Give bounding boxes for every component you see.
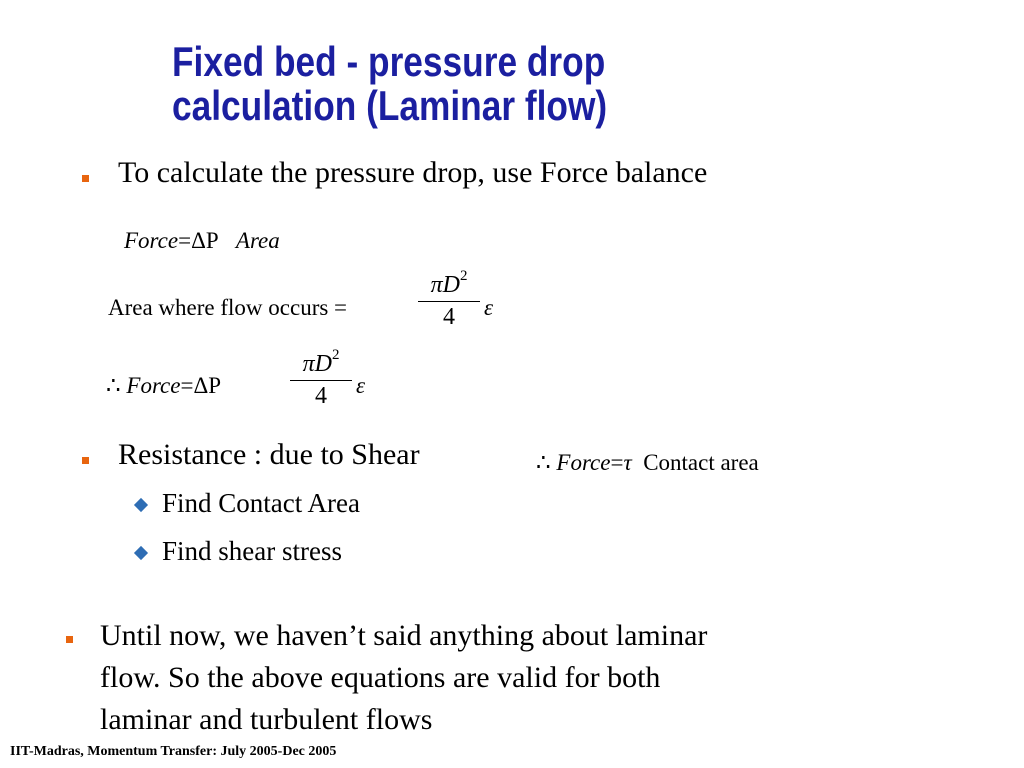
eq3-pi: π: [302, 351, 315, 377]
bullet-square-icon: [82, 457, 89, 464]
eq3-epsilon: ε: [356, 373, 366, 398]
eq2-d: D: [442, 272, 460, 298]
eq4-rhs: Contact area: [643, 450, 759, 475]
eq2-den: 4: [443, 304, 455, 330]
sub-bullet-shear-stress: Find shear stress: [162, 536, 342, 566]
bullet-square-icon: [82, 175, 89, 182]
slide-footer: IIT-Madras, Momentum Transfer: July 2005-Dec 2005: [10, 744, 337, 759]
bullet-square-icon: [66, 636, 73, 643]
eq3-den: 4: [315, 383, 327, 409]
equation-area-fraction: [418, 268, 480, 331]
equation-area-label: Area where flow occurs =: [108, 295, 348, 320]
eq4-equals: =: [610, 450, 624, 475]
diamond-bullet-icon: [134, 546, 148, 560]
eq3-therefore: ∴: [106, 373, 121, 398]
bullet-laminar-note: [100, 615, 707, 741]
eq3-fraction: [290, 347, 352, 410]
diamond-bullet-icon: [134, 498, 148, 512]
eq3-lhs: Force: [126, 373, 181, 398]
eq3-d: D: [314, 351, 332, 377]
eq4-therefore: ∴: [536, 450, 551, 475]
equation-force: [124, 228, 280, 254]
title-line-1: Fixed bed - pressure drop: [172, 38, 606, 85]
sub-bullet-contact-area: Find Contact Area: [162, 488, 360, 518]
eq2-pi: π: [430, 272, 443, 298]
laminar-note-line-1: Until now, we haven’t said anything about laminar: [100, 619, 708, 652]
equation-force-result: [106, 373, 221, 399]
eq1-delta-p: ΔP: [191, 228, 219, 253]
eq1-rhs: Area: [235, 228, 280, 253]
bullet-resistance-shear: Resistance : due to Shear: [118, 438, 420, 471]
eq3-delta-p: ΔP: [193, 373, 222, 398]
eq4-tau: τ: [623, 450, 632, 475]
bullet-force-balance: To calculate the pressure drop, use Force balance: [118, 156, 708, 189]
eq2-exp: 2: [459, 268, 468, 284]
title-line-2: calculation (Laminar flow): [172, 82, 608, 129]
eq3-exp: 2: [331, 347, 340, 363]
eq1-lhs: Force: [124, 228, 179, 253]
equation-force-contact: [536, 450, 759, 476]
eq2-epsilon: ε: [484, 295, 494, 320]
laminar-note-line-2: flow. So the above equations are valid for both: [100, 661, 661, 694]
eq1-equals: =: [178, 228, 192, 253]
eq4-lhs: Force: [556, 450, 611, 475]
laminar-note-line-3: laminar and turbulent flows: [100, 703, 433, 736]
slide-title: [172, 40, 760, 128]
eq3-equals: =: [180, 373, 194, 398]
